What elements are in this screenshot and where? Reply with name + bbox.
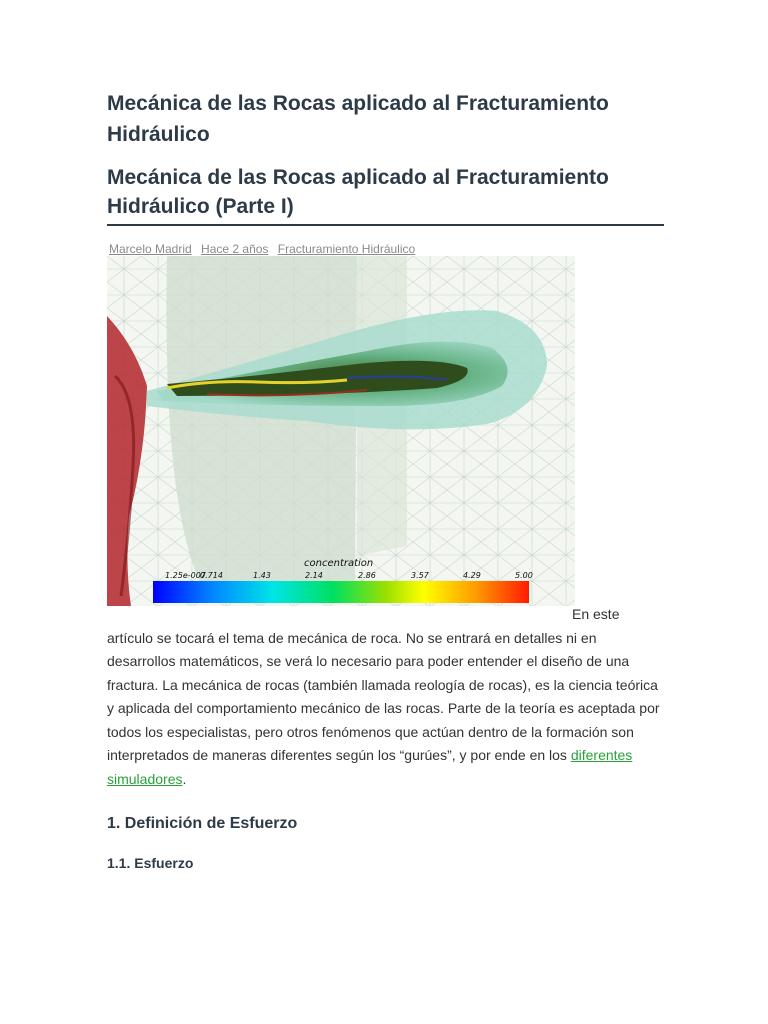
- article-meta: [109, 241, 421, 257]
- fracture-simulation-image: [107, 256, 575, 606]
- author-link[interactable]: Marcelo Madrid: [109, 242, 192, 256]
- article-subtitle: Mecánica de las Rocas aplicado al Fracturamiento Hidráulico (Parte I): [107, 166, 609, 218]
- colorbar-tick: 2.86: [358, 571, 376, 580]
- intro-text: artículo se tocará el tema de mecánica de roca. No se entrará en detalles ni en desarrollos matemáticos, se verá lo necesario para poder entender el diseño de una fractura. La mecánica de rocas (también llamada reología de rocas), es la ciencia teórica y aplicada del comportamiento mecánico de las rocas. Parte de la teoría es aceptada por todos los especialistas, pero otros fenómenos que actúan dentro de la formación son interpretados de maneras diferentes según los “gurúes”, y por ende en los: [107, 629, 660, 763]
- colorbar-tick: 3.57: [411, 571, 429, 580]
- category-link[interactable]: Fracturamiento Hidráulico: [277, 242, 416, 256]
- date-link[interactable]: Hace 2 años: [201, 242, 269, 256]
- colorbar-tick: 0.714: [200, 571, 223, 580]
- colorbar-tick: 2.14: [305, 571, 323, 580]
- subsection-heading: 1.1. Esfuerzo: [107, 855, 194, 871]
- colorbar-tick: 1.25e-007: [165, 571, 206, 580]
- colorbar-tick: 4.29: [463, 571, 481, 580]
- intro-paragraph: [107, 603, 667, 791]
- intro-lead: En este: [572, 606, 620, 622]
- colorbar-tick: 5.00: [515, 571, 533, 580]
- title-divider: [107, 224, 664, 226]
- fracture-simulation-graphic: [107, 256, 575, 606]
- colorbar: [153, 581, 529, 603]
- page-title: Mecánica de las Rocas aplicado al Fracturamiento Hidráulico: [107, 92, 609, 146]
- colorbar-tick: 1.43: [253, 571, 271, 580]
- colorbar-title: concentration: [304, 558, 374, 569]
- section-heading: 1. Definición de Esfuerzo: [107, 815, 298, 832]
- intro-end: .: [182, 770, 187, 787]
- simulators-link[interactable]: diferentes simuladores: [107, 747, 633, 787]
